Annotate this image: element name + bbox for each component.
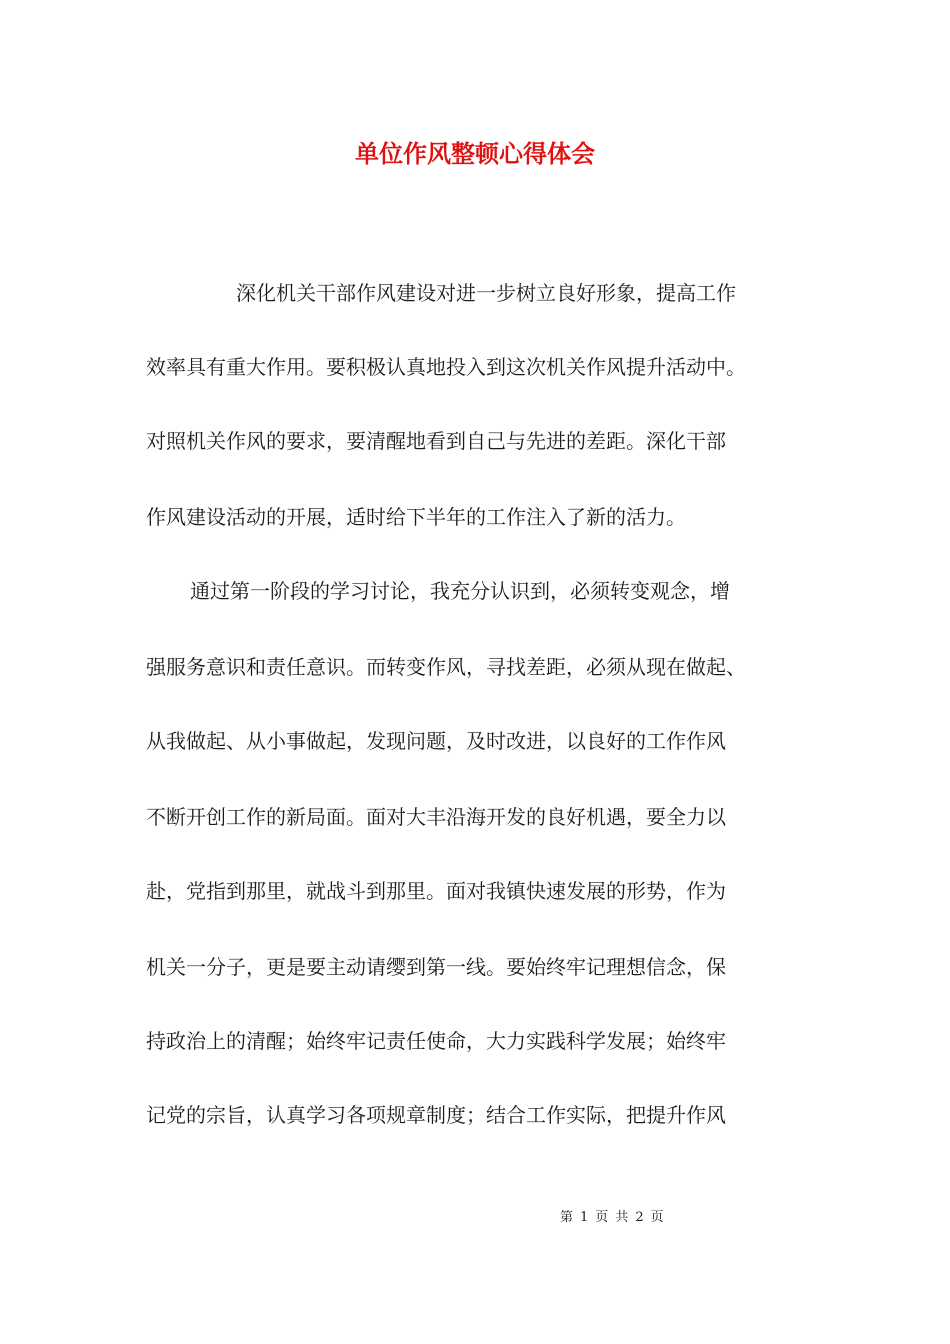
footer-total-pages: 2 [635,1210,644,1225]
footer-page-word: 页 [595,1210,609,1225]
body-line-9: 赴，党指到那里，就战斗到那里。面对我镇快速发展的形势，作为 [146,879,726,903]
document-title: 单位作风整顿心得体会 [355,139,595,168]
page-footer [560,1208,664,1228]
footer-total-suffix: 页 [650,1210,664,1225]
body-line-7: 从我做起、从小事做起，发现问题，及时改进，以良好的工作作风 [146,729,726,753]
body-line-2: 效率具有重大作用。要积极认真地投入到这次机关作风提升活动中。 [146,355,746,379]
body-line-5: 通过第一阶段的学习讨论，我充分认识到，必须转变观念，增 [190,579,730,603]
footer-total-prefix: 共 [615,1210,629,1225]
body-line-10: 机关一分子，更是要主动请缨到第一线。要始终牢记理想信念，保 [146,955,726,979]
body-line-11: 持政治上的清醒；始终牢记责任使命，大力实践科学发展；始终牢 [146,1029,726,1053]
body-line-3: 对照机关作风的要求，要清醒地看到自己与先进的差距。深化干部 [146,429,726,453]
body-line-8: 不断开创工作的新局面。面对大丰沿海开发的良好机遇，要全力以 [146,805,726,829]
body-line-12: 记党的宗旨，认真学习各项规章制度；结合工作实际，把提升作风 [146,1103,726,1127]
footer-current-page: 1 [580,1210,589,1225]
body-line-4: 作风建设活动的开展，适时给下半年的工作注入了新的活力。 [146,505,686,529]
body-line-6: 强服务意识和责任意识。而转变作风，寻找差距，必须从现在做起、 [146,655,746,679]
body-line-1: 深化机关干部作风建设对进一步树立良好形象，提高工作 [236,281,736,305]
footer-page-prefix: 第 [560,1210,574,1225]
